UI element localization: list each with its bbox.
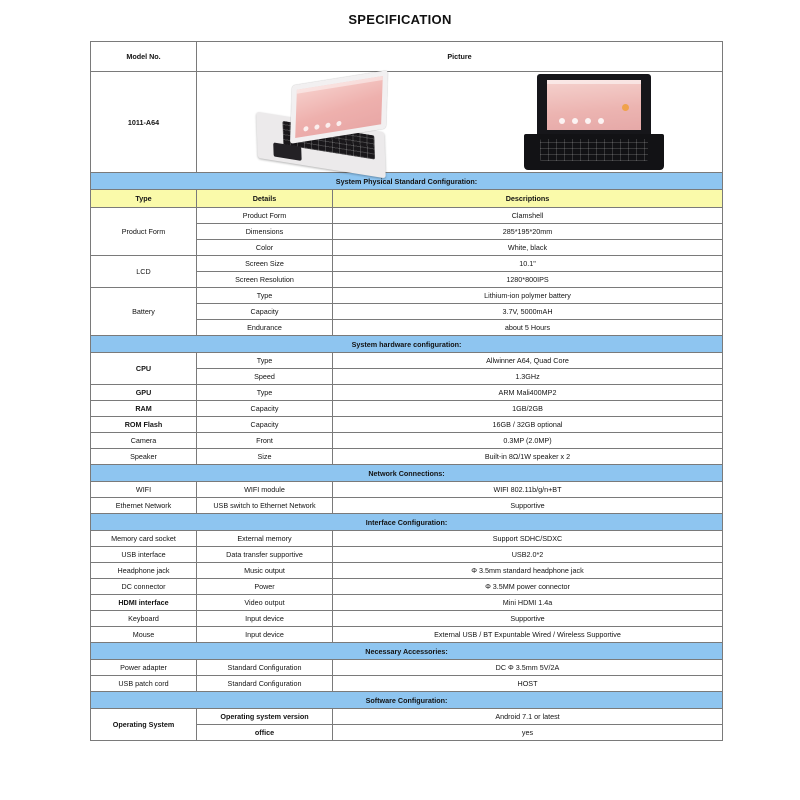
- row-type-cell: Ethernet Network: [91, 498, 197, 514]
- row-description-cell: about 5 Hours: [333, 320, 723, 336]
- header-model-no: Model No.: [91, 42, 197, 72]
- row-description-cell: yes: [333, 725, 723, 741]
- column-header-type: Type: [91, 190, 197, 208]
- row-description-cell: ARM Mali400MP2: [333, 385, 723, 401]
- table-row: [91, 385, 723, 401]
- row-description-cell: USB2.0*2: [333, 547, 723, 563]
- black-laptop-lid: [537, 74, 651, 136]
- row-type-cell: Headphone jack: [91, 563, 197, 579]
- table-row: [91, 595, 723, 611]
- row-description-cell: Φ 3.5MM power connector: [333, 579, 723, 595]
- row-description-cell: DC Φ 3.5mm 5V/2A: [333, 660, 723, 676]
- table-row: [91, 208, 723, 224]
- row-description-cell: 10.1": [333, 256, 723, 272]
- row-description-cell: Android 7.1 or latest: [333, 709, 723, 725]
- black-laptop-image: [524, 74, 664, 170]
- section-title: System hardware configuration:: [91, 336, 723, 353]
- row-type-cell: GPU: [91, 385, 197, 401]
- black-screen-statusbar: [547, 80, 641, 84]
- row-description-cell: 0.3MP (2.0MP): [333, 433, 723, 449]
- row-details-cell: Capacity: [197, 401, 333, 417]
- row-description-cell: Φ 3.5mm standard headphone jack: [333, 563, 723, 579]
- row-details-cell: Power: [197, 579, 333, 595]
- row-description-cell: 1280*800IPS: [333, 272, 723, 288]
- section-banner: [91, 692, 723, 709]
- section-banner: [91, 465, 723, 482]
- dock-icon: [325, 122, 330, 128]
- black-screen-dock: [559, 118, 604, 124]
- row-details-cell: Operating system version: [197, 709, 333, 725]
- row-details-cell: Product Form: [197, 208, 333, 224]
- dock-icon: [598, 118, 604, 124]
- row-description-cell: HOST: [333, 676, 723, 692]
- row-description-cell: 1.3GHz: [333, 369, 723, 385]
- row-details-cell: Input device: [197, 627, 333, 643]
- section-title: Necessary Accessories:: [91, 643, 723, 660]
- black-laptop-base: [524, 134, 664, 170]
- table-row: [91, 627, 723, 643]
- row-details-cell: Standard Configuration: [197, 676, 333, 692]
- dock-icon: [314, 124, 319, 130]
- dock-icon: [336, 121, 341, 127]
- row-description-cell: Built-in 8Ω/1W speaker x 2: [333, 449, 723, 465]
- row-type-cell: Power adapter: [91, 660, 197, 676]
- row-type-cell: USB patch cord: [91, 676, 197, 692]
- row-description-cell: WIFI 802.11b/g/n+BT: [333, 482, 723, 498]
- page-title: SPECIFICATION: [348, 12, 452, 27]
- row-type-cell: CPU: [91, 353, 197, 385]
- table-row: [91, 611, 723, 627]
- row-type-cell: Product Form: [91, 208, 197, 256]
- row-details-cell: Type: [197, 288, 333, 304]
- white-screen-dock: [303, 121, 341, 132]
- section-title: System Physical Standard Configuration:: [91, 173, 723, 190]
- row-type-cell: Keyboard: [91, 611, 197, 627]
- row-type-cell: Battery: [91, 288, 197, 336]
- row-details-cell: WIFI module: [197, 482, 333, 498]
- black-screen-wallpaper-accent: [622, 104, 629, 111]
- white-laptop-image: [257, 78, 397, 170]
- table-row: [91, 353, 723, 369]
- table-row: [91, 563, 723, 579]
- black-laptop-keyboard: [540, 139, 648, 161]
- row-details-cell: Dimensions: [197, 224, 333, 240]
- column-header-descriptions: Descriptions: [333, 190, 723, 208]
- row-description-cell: 285*195*20mm: [333, 224, 723, 240]
- table-row: [91, 417, 723, 433]
- dock-icon: [303, 126, 308, 132]
- row-description-cell: 16GB / 32GB optional: [333, 417, 723, 433]
- table-header-row: [91, 42, 723, 72]
- row-description-cell: Mini HDMI 1.4a: [333, 595, 723, 611]
- white-laptop-screen: [295, 76, 383, 138]
- table-row: [91, 256, 723, 272]
- model-number-value: 1011-A64: [91, 72, 197, 173]
- row-details-cell: Front: [197, 433, 333, 449]
- row-description-cell: Lithium-ion polymer battery: [333, 288, 723, 304]
- row-details-cell: Music output: [197, 563, 333, 579]
- row-description-cell: 3.7V, 5000mAH: [333, 304, 723, 320]
- table-row: [91, 660, 723, 676]
- row-type-cell: DC connector: [91, 579, 197, 595]
- row-details-cell: Screen Resolution: [197, 272, 333, 288]
- section-title: Software Configuration:: [91, 692, 723, 709]
- specification-table: [90, 41, 723, 741]
- row-details-cell: Capacity: [197, 417, 333, 433]
- table-row: [91, 579, 723, 595]
- row-type-cell: Mouse: [91, 627, 197, 643]
- column-header-row: [91, 190, 723, 208]
- picture-stage: [199, 72, 720, 172]
- row-details-cell: office: [197, 725, 333, 741]
- row-description-cell: White, black: [333, 240, 723, 256]
- row-details-cell: Capacity: [197, 304, 333, 320]
- row-type-cell: LCD: [91, 256, 197, 288]
- row-details-cell: Speed: [197, 369, 333, 385]
- table-row: [91, 288, 723, 304]
- product-picture-row: [91, 72, 723, 173]
- row-type-cell: Operating System: [91, 709, 197, 741]
- dock-icon: [572, 118, 578, 124]
- section-banner: [91, 336, 723, 353]
- dock-icon: [585, 118, 591, 124]
- column-header-details: Details: [197, 190, 333, 208]
- row-details-cell: Screen Size: [197, 256, 333, 272]
- row-details-cell: Type: [197, 353, 333, 369]
- row-description-cell: Clamshell: [333, 208, 723, 224]
- row-description-cell: Allwinner A64, Quad Core: [333, 353, 723, 369]
- row-details-cell: Standard Configuration: [197, 660, 333, 676]
- row-details-cell: Video output: [197, 595, 333, 611]
- section-banner: [91, 643, 723, 660]
- row-details-cell: Color: [197, 240, 333, 256]
- row-type-cell: USB interface: [91, 547, 197, 563]
- row-description-cell: Supportive: [333, 498, 723, 514]
- row-description-cell: Support SDHC/SDXC: [333, 531, 723, 547]
- row-type-cell: HDMI interface: [91, 595, 197, 611]
- row-type-cell: Camera: [91, 433, 197, 449]
- table-row: [91, 482, 723, 498]
- row-details-cell: Type: [197, 385, 333, 401]
- section-title: Interface Configuration:: [91, 514, 723, 531]
- section-banner: [91, 173, 723, 190]
- row-details-cell: USB switch to Ethernet Network: [197, 498, 333, 514]
- row-description-cell: Supportive: [333, 611, 723, 627]
- header-picture: Picture: [197, 42, 723, 72]
- section-title: Network Connections:: [91, 465, 723, 482]
- table-row: [91, 709, 723, 725]
- table-row: [91, 449, 723, 465]
- table-row: [91, 401, 723, 417]
- table-row: [91, 433, 723, 449]
- row-details-cell: External memory: [197, 531, 333, 547]
- white-screen-statusbar: [297, 76, 383, 94]
- table-body: [91, 42, 723, 741]
- dock-icon: [559, 118, 565, 124]
- row-type-cell: Memory card socket: [91, 531, 197, 547]
- row-details-cell: Size: [197, 449, 333, 465]
- table-row: [91, 498, 723, 514]
- product-picture-cell: [197, 72, 723, 173]
- table-row: [91, 676, 723, 692]
- row-type-cell: RAM: [91, 401, 197, 417]
- row-description-cell: External USB / BT Expuntable Wired / Wireless Supportive: [333, 627, 723, 643]
- row-type-cell: ROM Flash: [91, 417, 197, 433]
- section-banner: [91, 514, 723, 531]
- row-type-cell: WIFI: [91, 482, 197, 498]
- table-row: [91, 531, 723, 547]
- row-details-cell: Data transfer supportive: [197, 547, 333, 563]
- table-row: [91, 547, 723, 563]
- black-laptop-screen: [547, 80, 641, 130]
- row-type-cell: Speaker: [91, 449, 197, 465]
- row-details-cell: Input device: [197, 611, 333, 627]
- row-details-cell: Endurance: [197, 320, 333, 336]
- row-description-cell: 1GB/2GB: [333, 401, 723, 417]
